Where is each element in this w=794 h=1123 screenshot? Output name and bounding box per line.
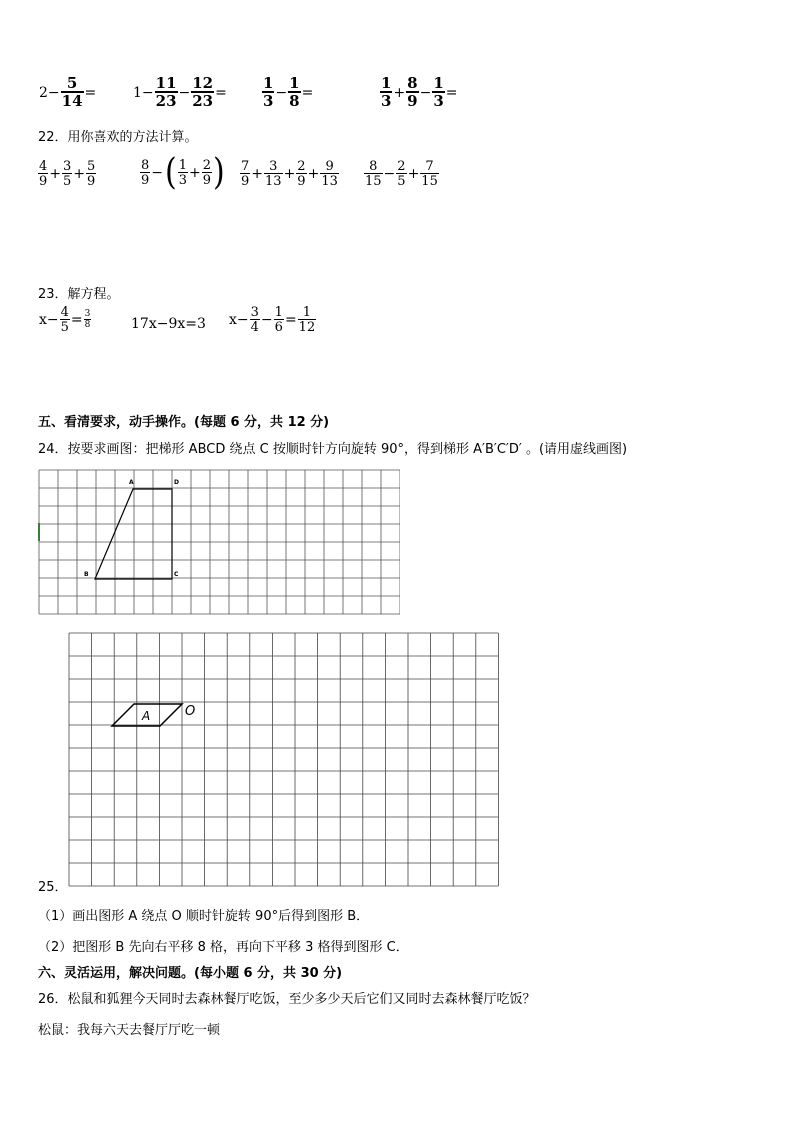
expr-text: 1− [133, 84, 154, 101]
numerator: 3 [63, 159, 72, 174]
operator: + [73, 166, 86, 182]
grid-marker [38, 523, 40, 541]
equals-sign: = [70, 312, 83, 328]
expr-text: x− [39, 312, 59, 328]
fraction [262, 76, 274, 109]
expr-text: 2− [39, 84, 60, 101]
fraction [84, 310, 92, 330]
numerator: 3 [84, 309, 91, 319]
fraction [288, 76, 300, 109]
section-5-heading: 五、看清要求，动手操作。(每题 6 分，共 12 分) [38, 415, 330, 430]
denominator: 8 [84, 320, 91, 330]
right-paren: ) [213, 151, 225, 194]
fraction [250, 306, 260, 334]
fraction [298, 306, 317, 334]
denominator: 9 [202, 173, 212, 188]
label-c: C [174, 571, 179, 578]
expr-row1-4 [380, 76, 459, 109]
fraction [240, 160, 250, 188]
label-a: A [129, 479, 134, 486]
fraction [140, 159, 150, 187]
trapezoid-abcd [95, 489, 172, 579]
fraction [380, 76, 392, 109]
numerator: 5 [87, 159, 96, 174]
fraction [364, 160, 383, 188]
fraction [38, 160, 48, 188]
q22-title: 22．用你喜欢的方法计算。 [38, 130, 198, 145]
equals-sign: = [284, 312, 297, 328]
fraction [406, 76, 418, 109]
numerator: 8 [141, 158, 150, 173]
fraction [62, 160, 72, 188]
numerator: 1 [289, 74, 300, 92]
fraction [60, 306, 70, 334]
denominator: 3 [381, 92, 392, 110]
denominator: 6 [274, 320, 283, 335]
fraction [155, 76, 178, 109]
equals-sign: = [445, 84, 458, 101]
fraction [61, 76, 84, 109]
denominator: 9 [87, 174, 96, 189]
denominator: 9 [407, 92, 418, 110]
denominator: 13 [321, 174, 338, 189]
operator: − [260, 312, 273, 328]
q24-text: 24．按要求画图：把梯形 ABCD 绕点 C 按顺时针方向旋转 90°，得到梯形 A′B′C′D′ 。(请用虚线画图) [38, 442, 628, 457]
numerator: 5 [66, 74, 78, 92]
numerator: 4 [39, 159, 48, 174]
point-o-label: O [185, 704, 196, 719]
denominator: 9 [297, 174, 306, 189]
numerator: 1 [263, 74, 274, 92]
q23-equation-2 [130, 316, 207, 332]
equals-sign: = [84, 84, 97, 101]
q22-expr-3 [240, 160, 339, 188]
operator: − [383, 166, 396, 182]
q23-title: 23．解方程。 [38, 287, 120, 302]
denominator: 14 [61, 92, 83, 110]
fraction [202, 159, 212, 187]
numerator: 7 [241, 159, 250, 174]
numerator: 1 [274, 305, 283, 320]
equals-sign: = [301, 84, 314, 101]
q22-expr-4 [364, 160, 439, 188]
operator: + [49, 166, 62, 182]
fraction [432, 76, 444, 109]
numerator: 8 [369, 159, 378, 174]
numerator: 3 [269, 159, 278, 174]
denominator: 8 [289, 92, 300, 110]
operator: + [283, 166, 296, 182]
denominator: 5 [397, 174, 406, 189]
denominator: 15 [421, 174, 438, 189]
numerator: 2 [202, 158, 212, 173]
equals-sign: = [215, 84, 227, 101]
fraction [396, 160, 406, 188]
numerator: 9 [325, 159, 334, 174]
denominator: 9 [141, 173, 150, 188]
q25-grid [68, 632, 504, 890]
label-b: B [84, 571, 89, 578]
operator: − [151, 165, 164, 181]
operator: + [189, 165, 201, 181]
fraction [86, 160, 96, 188]
shape-a-label: A [142, 709, 151, 723]
q23-equation-1 [38, 306, 91, 334]
operator: + [307, 166, 320, 182]
numerator: 1 [433, 74, 444, 92]
denominator: 15 [365, 174, 382, 189]
q24-grid [38, 469, 400, 619]
numerator: 12 [192, 74, 214, 92]
operator: + [251, 166, 264, 182]
fraction [420, 160, 439, 188]
denominator: 3 [263, 92, 274, 110]
operator: − [419, 84, 432, 101]
denominator: 5 [63, 174, 72, 189]
numerator: 1 [178, 158, 188, 173]
fraction [191, 76, 214, 109]
operator: − [275, 84, 288, 101]
expr-text: x− [229, 312, 249, 328]
q22-expr-1 [38, 160, 96, 188]
numerator: 7 [425, 159, 434, 174]
numerator: 11 [155, 74, 177, 92]
numerator: 3 [250, 305, 259, 320]
operator: + [393, 84, 406, 101]
section-6-heading: 六、灵活运用，解决问题。(每小题 6 分，共 30 分) [38, 966, 343, 981]
numerator: 4 [60, 305, 69, 320]
q26-squirrel-line: 松鼠：我每六天去餐厅厅吃一顿 [38, 1023, 221, 1038]
denominator: 23 [155, 92, 177, 110]
denominator: 4 [250, 320, 259, 335]
denominator: 12 [298, 320, 316, 335]
fraction [296, 160, 306, 188]
operator: − [178, 84, 191, 101]
denominator: 23 [192, 92, 214, 110]
fraction [178, 159, 188, 187]
denominator: 3 [433, 92, 444, 110]
denominator: 13 [265, 174, 282, 189]
q25-part-1: （1）画出图形 A 绕点 O 顺时针旋转 90°后得到图形 B． [38, 909, 370, 924]
q25-part-2: （2）把图形 B 先向右平移 8 格，再向下平移 3 格得到图形 C． [38, 940, 409, 955]
expr-row1-3 [262, 76, 314, 109]
q26-text: 26．松鼠和狐狸今天同时去森林餐厅吃饭，至少多少天后它们又同时去森林餐厅吃饭？ [38, 992, 536, 1007]
q25-number: 25． [38, 880, 68, 895]
numerator: 1 [381, 74, 392, 92]
expr-text: 17x−9x=3 [131, 316, 206, 332]
denominator: 9 [241, 174, 250, 189]
left-paren: ( [165, 151, 177, 194]
denominator: 9 [39, 174, 48, 189]
fraction [320, 160, 339, 188]
expr-row1-1 [38, 76, 97, 109]
label-d: D [174, 479, 179, 486]
denominator: 5 [60, 320, 69, 335]
numerator: 2 [397, 159, 406, 174]
fraction [274, 306, 284, 334]
numerator: 2 [297, 159, 306, 174]
numerator: 8 [407, 74, 418, 92]
q22-expr-2 [140, 151, 226, 194]
q23-equation-3 [228, 306, 316, 334]
denominator: 3 [178, 173, 188, 188]
numerator: 1 [302, 305, 312, 320]
operator: + [407, 166, 420, 182]
expr-row1-2 [132, 76, 228, 109]
fraction [264, 160, 283, 188]
